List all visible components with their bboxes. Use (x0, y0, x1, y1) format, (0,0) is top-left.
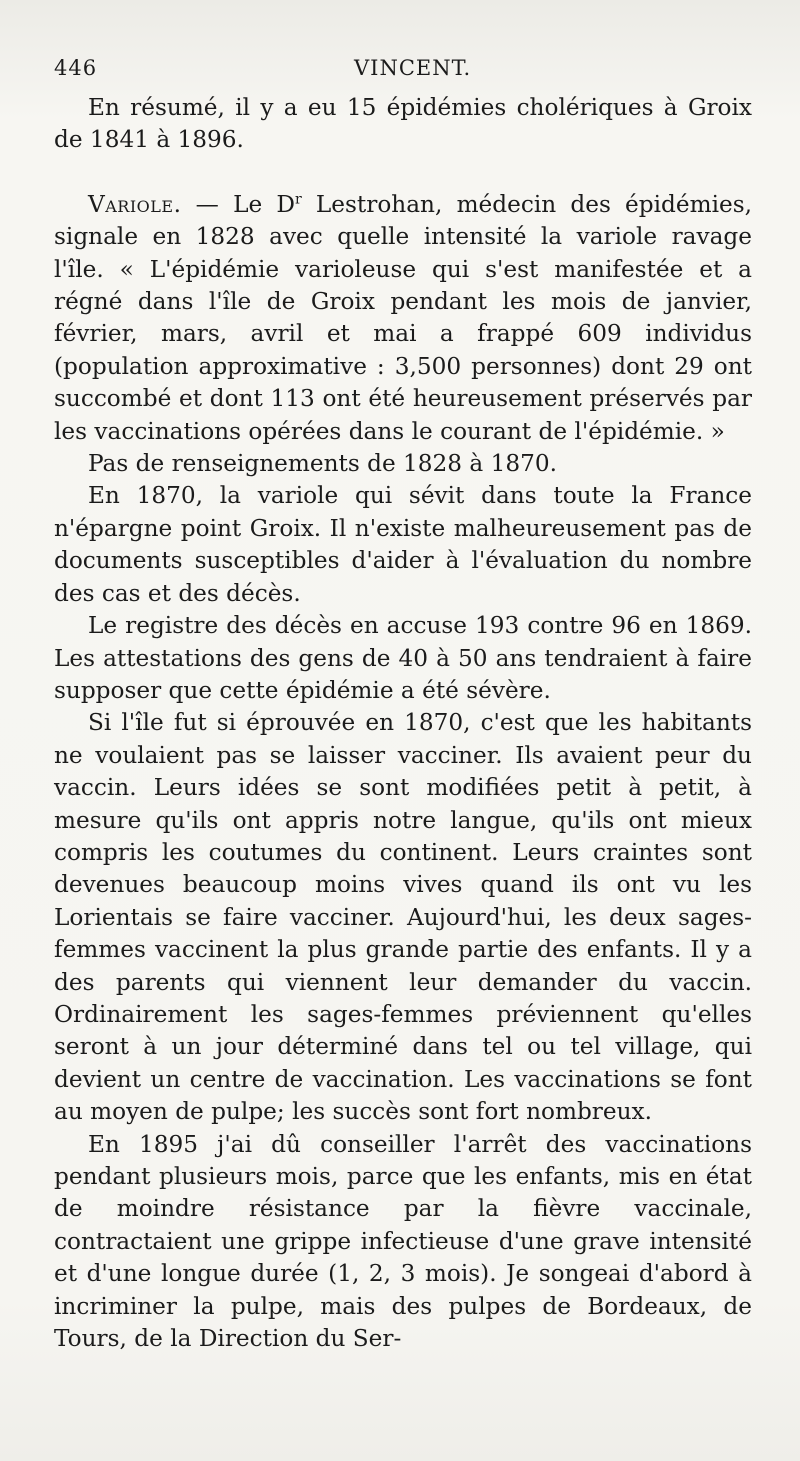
variole-lead: — Le D (181, 190, 295, 218)
paragraph-variole (54, 189, 752, 448)
variole-text: Lestrohan, médecin des épidémies, signale en 1828 avec quelle intensité la variole ravage l'île. « L'épidémie varioleuse qui s'est manifestée et a régné dans l'île de Groix pendant les mois de janvier, février, mars, avril et mai a frappé 609 individus (population approximative : 3,500 personnes) dont 29 ont succombé et dont 113 ont été heureusement préservés par les vaccinations opérées dans le courant de l'épidémie. » (54, 190, 752, 445)
paragraph-summary: En résumé, il y a eu 15 épidémies cholériques à Groix de 1841 à 1896. (54, 94, 752, 154)
paragraph-1870: En 1870, la variole qui sévit dans toute la France n'épargne point Groix. Il n'existe malheureusement pas de documents susceptibles d'aider à l'évaluation du nombre des cas et des décès. (54, 482, 752, 607)
running-title: VINCENT. (354, 56, 472, 80)
page-header (54, 56, 752, 92)
paragraph-vaccination: Si l'île fut si éprouvée en 1870, c'est que les habitants ne voulaient pas se laisser vacciner. Ils avaient peur du vaccin. Leurs idées se sont modifiées petit à petit, à mesure qu'ils ont appris notre langue, qu'ils ont mieux compris les coutumes du continent. Leurs craintes sont devenues beaucoup moins vives quand ils ont vu les Lorientais se faire vacciner. Aujourd'hui, les deux sages-femmes vaccinent la plus grande partie des enfants. Il y a des parents qui viennent leur demander du vaccin. Ordinairement les sages-femmes préviennent qu'elles seront à un jour déterminé dans tel ou tel village, qui devient un centre de vaccination. Les vaccinations se font au moyen de pulpe; les succès sont fort nombreux. (54, 709, 752, 1126)
section-heading-variole: Variole. (88, 190, 182, 218)
body-text (54, 92, 752, 1355)
variole-sup: r (295, 191, 302, 208)
paragraph-1895: En 1895 j'ai dû conseiller l'arrêt des vaccinations pendant plusieurs mois, parce que les enfants, mis en état de moindre résistance par la fièvre vaccinale, contractaient une grippe infectieuse d'une grave intensité et d'une longue durée (1, 2, 3 mois). Je songeai d'abord à incriminer la pulpe, mais des pulpes de Bordeaux, de Tours, de la Direction du Ser- (54, 1130, 752, 1353)
page-number: 446 (54, 56, 98, 80)
paragraph-no-info: Pas de renseignements de 1828 à 1870. (88, 450, 557, 478)
paragraph-registre: Le registre des décès en accuse 193 contre 96 en 1869. Les attestations des gens de 40 à 50 ans tendraient à faire supposer que cette épidémie a été sévère. (54, 612, 752, 704)
